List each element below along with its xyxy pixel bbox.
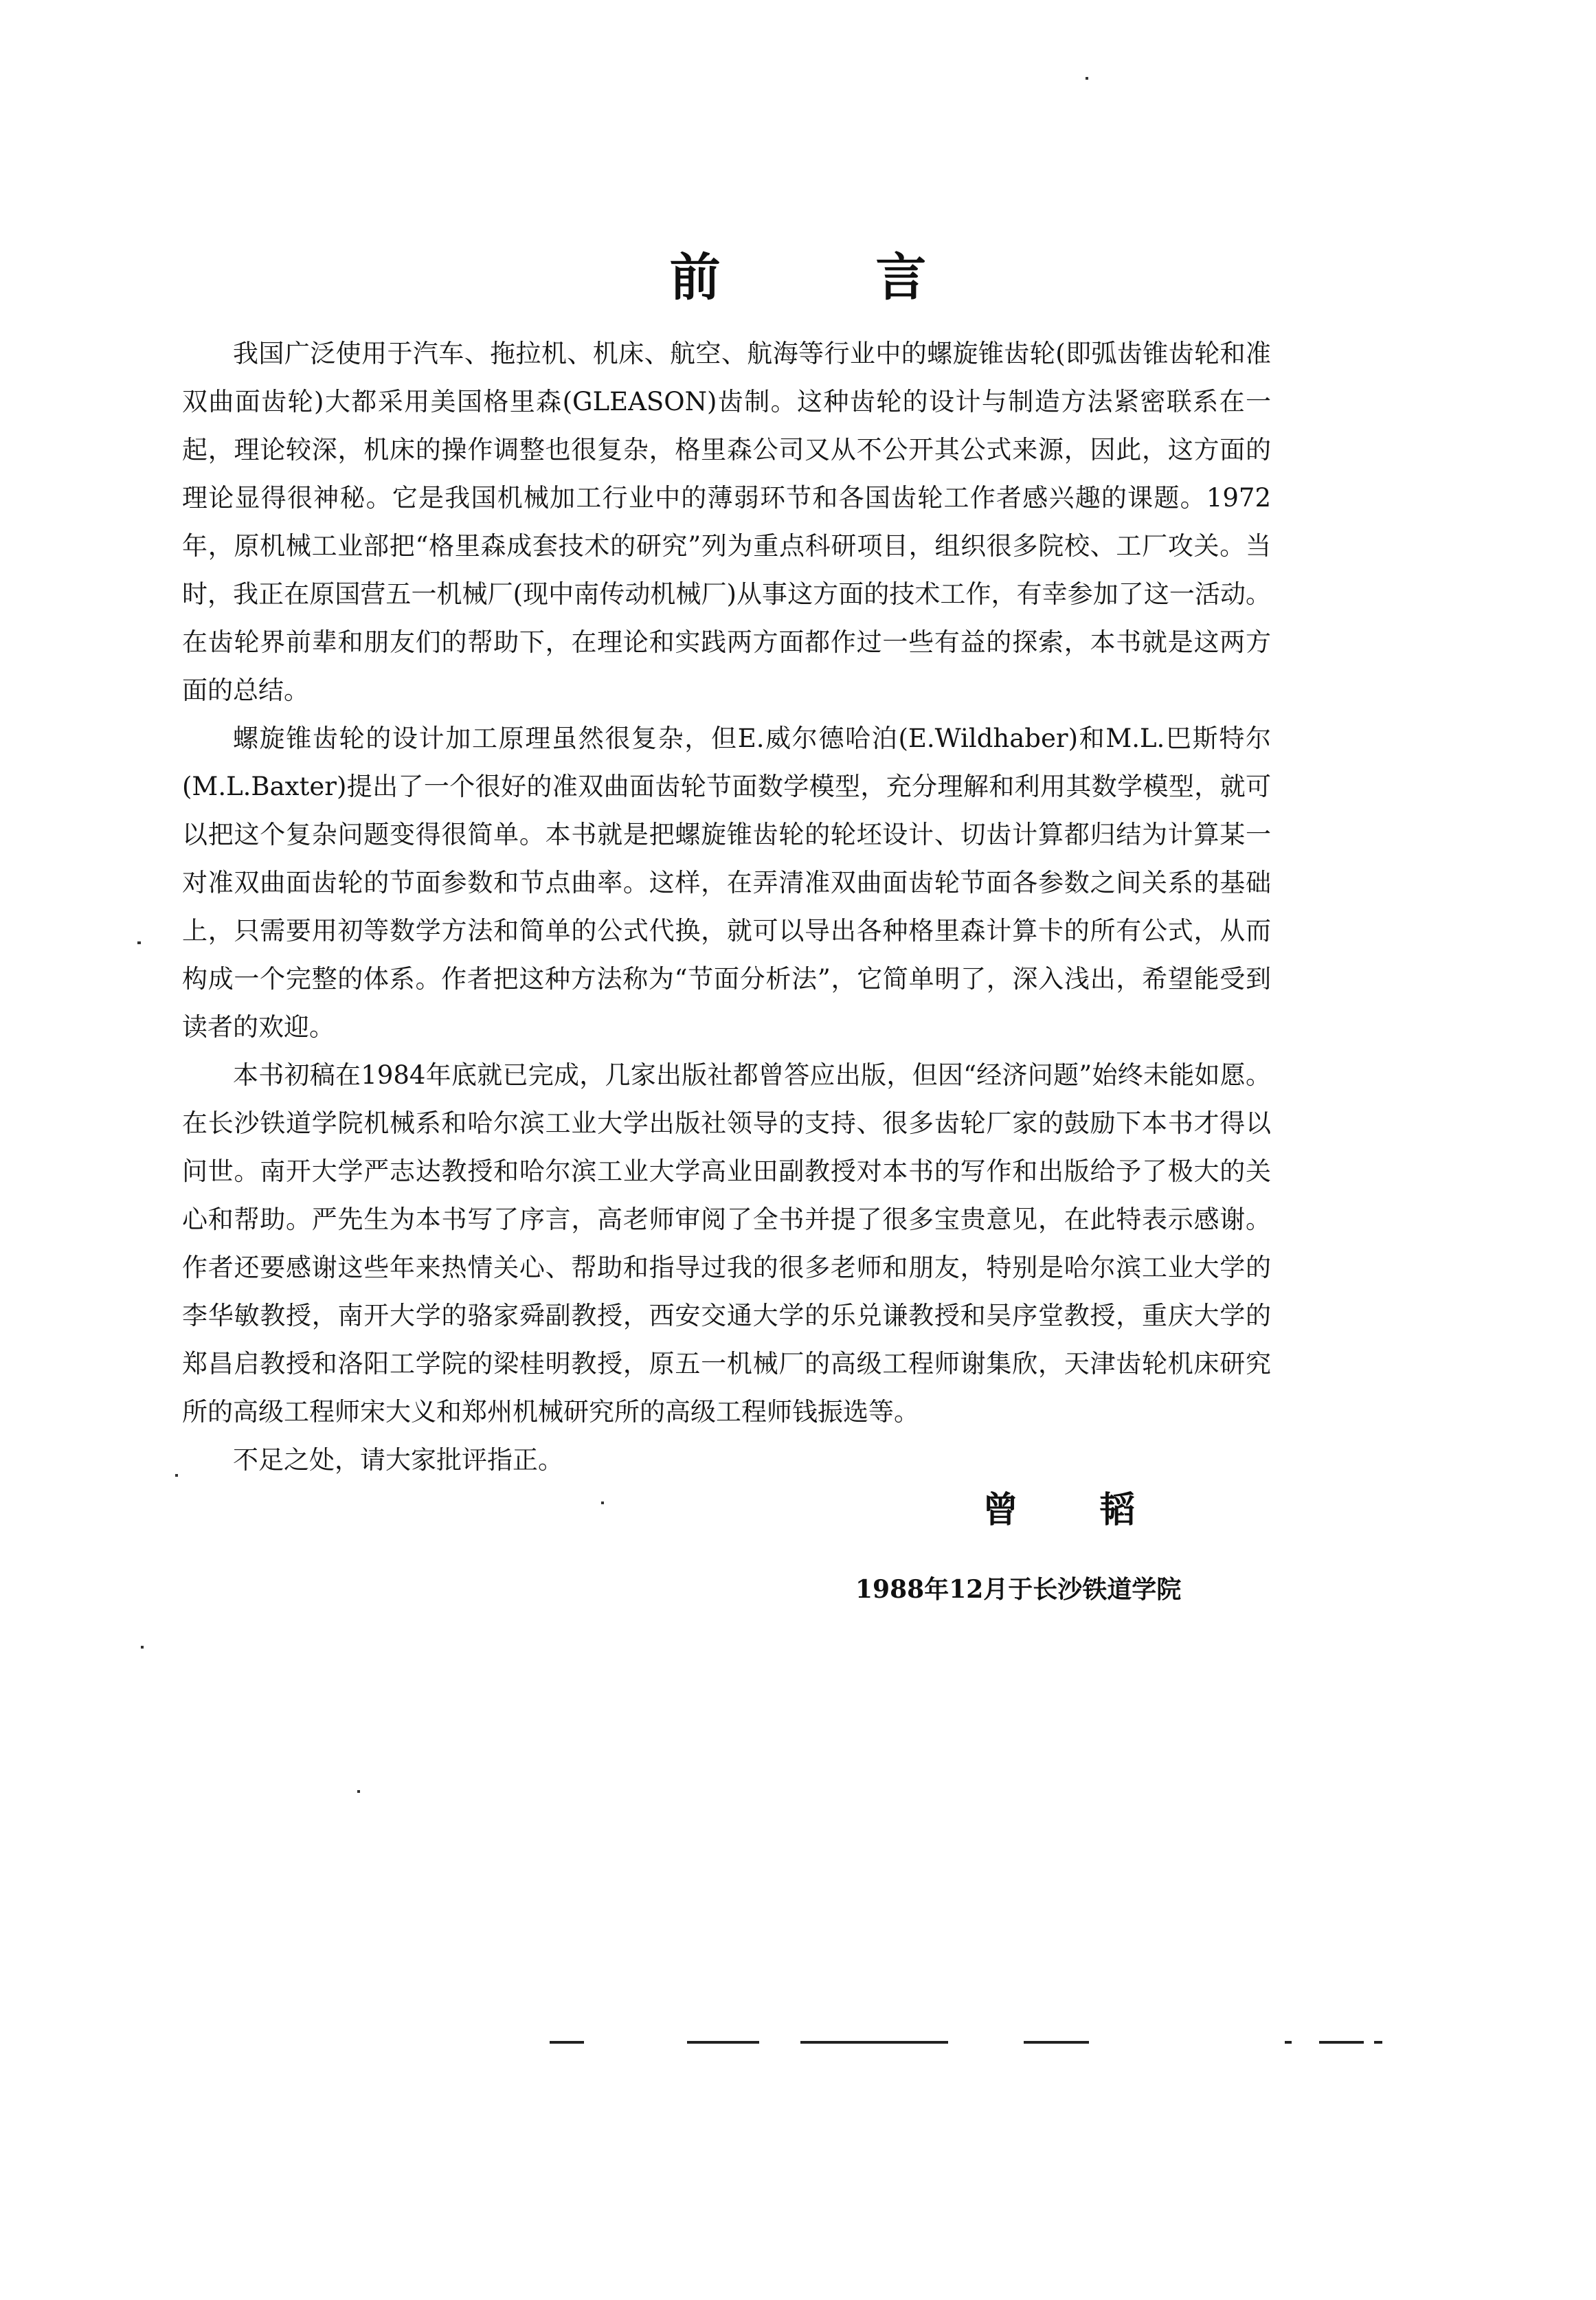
scan-speck	[175, 1474, 178, 1477]
scan-rule	[1285, 2041, 1292, 2044]
scan-speck	[137, 941, 141, 944]
scan-rule	[1024, 2041, 1089, 2044]
paragraph-2: 螺旋锥齿轮的设计加工原理虽然很复杂，但E.威尔德哈泊(E.Wildhaber)和M.L.巴斯特尔(M.L.Baxter)提出了一个很好的准双曲面齿轮节面数学模型，充分理解和利用其数学模型，就可以把这个复杂问题变得很简单。本书就是把螺旋锥齿轮的轮坯设计、切齿计算都归结为计算某一对准双曲面齿轮的节面参数和节点曲率。这样，在弄清准双曲面齿轮节面各参数之间关系的基础上，只需要用初等数学方法和简单的公式代换，就可以导出各种格里森计算卡的所有公式，从而构成一个完整的体系。作者把这种方法称为“节面分析法”，它简单明了，深入浅出，希望能受到读者的欢迎。	[182, 724, 1271, 1042]
scan-rule	[550, 2041, 584, 2044]
scan-rule	[1374, 2041, 1382, 2044]
scan-rule	[687, 2041, 759, 2044]
scan-rule	[800, 2041, 948, 2044]
page-title: 前 言	[669, 248, 996, 307]
scan-speck	[601, 1501, 604, 1504]
scan-speck	[357, 1790, 360, 1793]
paragraph-3: 本书初稿在1984年底就已完成，几家出版社都曾答应出版，但因“经济问题”始终未能如愿。在长沙铁道学院机械系和哈尔滨工业大学出版社领导的支持、很多齿轮厂家的鼓励下本书才得以问世。南开大学严志达教授和哈尔滨工业大学高业田副教授对本书的写作和出版给予了极大的关心和帮助。严先生为本书写了序言，高老师审阅了全书并提了很多宝贵意见，在此特表示感谢。作者还要感谢这些年来热情关心、帮助和指导过我的很多老师和朋友，特别是哈尔滨工业大学的李华敏教授，南开大学的骆家舜副教授，西安交通大学的乐兑谦教授和吴序堂教授，重庆大学的郑昌启教授和洛阳工学院的梁桂明教授，原五一机械厂的高级工程师谢集欣，天津齿轮机床研究所的高级工程师宋大义和郑州机械研究所的高级工程师钱振选等。	[182, 1060, 1271, 1427]
paragraph-1: 我国广泛使用于汽车、拖拉机、机床、航空、航海等行业中的螺旋锥齿轮(即弧齿锥齿轮和准双曲面齿轮)大都采用美国格里森(GLEASON)齿制。这种齿轮的设计与制造方法紧密联系在一起，理论较深，机床的操作调整也很复杂，格里森公司又从不公开其公式来源，因此，这方面的理论显得很神秘。它是我国机械加工行业中的薄弱环节和各国齿轮工作者感兴趣的课题。1972年，原机械工业部把“格里森成套技术的研究”列为重点科研项目，组织很多院校、工厂攻关。当时，我正在原国营五一机械厂(现中南传动机械厂)从事这方面的技术工作，有幸参加了这一活动。在齿轮界前辈和朋友们的帮助下，在理论和实践两方面都作过一些有益的探索，本书就是这两方面的总结。	[182, 339, 1271, 705]
preface-body	[182, 330, 1271, 1484]
author-signature: 曾 韬	[982, 1489, 1170, 1531]
dateline: 1988年12月于长沙铁道学院	[855, 1575, 1182, 1604]
scan-speck	[1086, 77, 1088, 80]
paragraph-4: 不足之处，请大家批评指正。	[233, 1445, 563, 1475]
scan-rule	[1319, 2041, 1364, 2044]
scan-speck	[141, 1646, 144, 1649]
